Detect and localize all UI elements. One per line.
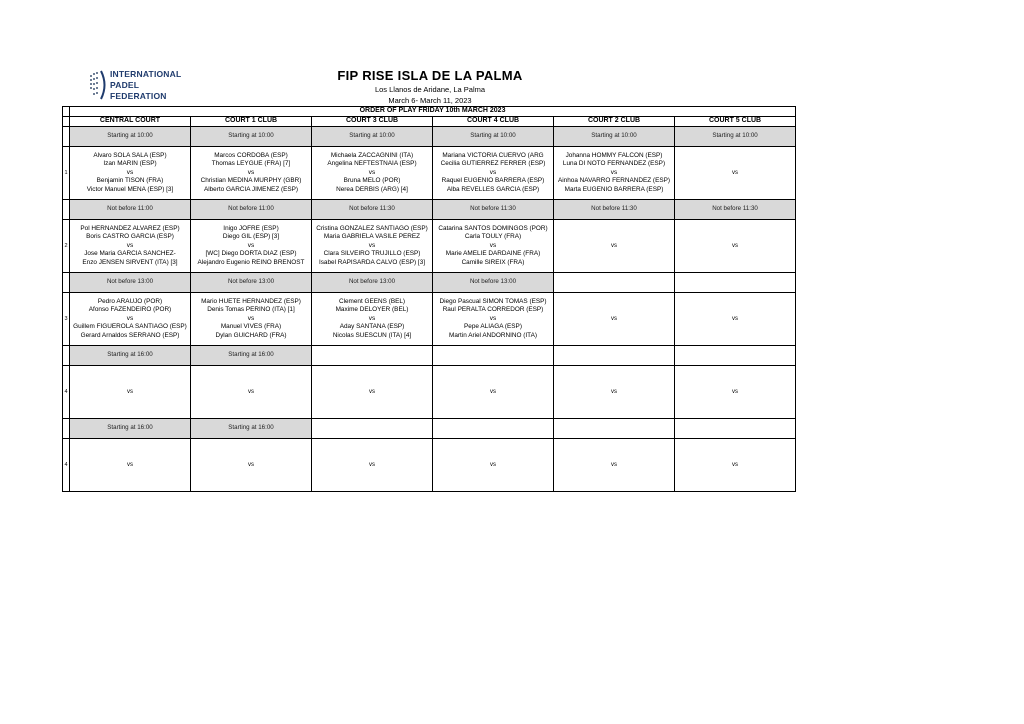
order-of-play-table [62, 106, 796, 492]
match-cell [191, 293, 312, 346]
team-b-player-2: Nerea DERBIS (ARG) [4] [336, 185, 408, 193]
order-of-play-banner: ORDER OF PLAY FRIDAY 10th MARCH 2023 [70, 107, 796, 117]
round-index: 2 [63, 220, 70, 273]
team-b-player-2: Isabel RAPISARDA CALVO (ESP) [3] [318, 258, 426, 266]
match-cell [433, 293, 554, 346]
start-time: Not before 11:30 [675, 200, 796, 220]
start-time [433, 346, 554, 366]
team-a-player-1: Pol HERNANDEZ ALVAREZ (ESP) [80, 224, 180, 232]
team-b-player-2: Enzo JENSEN SIRVENT (ITA) [3] [82, 258, 178, 266]
versus-label: vs [127, 388, 133, 395]
start-time-row [63, 127, 796, 147]
start-time: Starting at 10:00 [312, 127, 433, 147]
versus-label: vs [489, 241, 497, 249]
start-time: Not before 11:00 [191, 200, 312, 220]
round-index: 4 [63, 439, 70, 492]
court-header: COURT 5 CLUB [675, 117, 796, 127]
match-cell [554, 220, 675, 273]
team-b-player-1: Ainhoa NAVARRO FERNANDEZ (ESP) [558, 177, 670, 185]
team-a-player-1: Pedro ARAUJO (POR) [97, 297, 163, 305]
round-index-spacer [63, 273, 70, 293]
versus-label: vs [248, 388, 254, 395]
match-cell [554, 147, 675, 200]
start-time: Not before 13:00 [433, 273, 554, 293]
start-time [675, 346, 796, 366]
court-header: COURT 2 CLUB [554, 117, 675, 127]
tournament-dates: March 6- March 11, 2023 [388, 96, 472, 105]
start-time [312, 419, 433, 439]
team-b-player-2: Victor Manuel MENA (ESP) [3] [86, 185, 174, 193]
court-header: COURT 4 CLUB [433, 117, 554, 127]
start-time [554, 419, 675, 439]
start-time-row [63, 200, 796, 220]
versus-label: vs [611, 242, 617, 249]
team-a-player-1: Diego Pascual SIMON TOMAS (ESP) [439, 297, 547, 305]
start-time [554, 346, 675, 366]
team-a-player-1: Michaela ZACCAGNINI (ITA) [330, 151, 414, 159]
versus-label: vs [732, 169, 739, 176]
versus-label: vs [611, 388, 617, 395]
team-a-player-1: Inigo JOFRE (ESP) [223, 224, 279, 232]
versus-label: vs [368, 314, 376, 322]
match-cell [433, 439, 554, 492]
match-cell [191, 147, 312, 200]
team-b-player-2: Alberto GARCIA JIMENEZ (ESP) [203, 185, 299, 193]
corner-cell [63, 117, 70, 127]
round-index: 1 [63, 147, 70, 200]
team-b-player-1: Benjamin TISON (FRA) [96, 177, 164, 185]
match-cell [312, 293, 433, 346]
match-cell [312, 147, 433, 200]
team-a-player-2: Raul PERALTA CORREDOR (ESP) [442, 306, 544, 314]
match-row [63, 220, 796, 273]
team-a-player-1: Cristina GONZALEZ SANTIAGO (ESP) [316, 224, 428, 232]
match-cell [312, 220, 433, 273]
versus-label: vs [248, 461, 254, 468]
team-a-player-1: Marcos CORDOBA (ESP) [214, 151, 288, 159]
team-b-player-1: Bruna MELO (POR) [343, 177, 401, 185]
versus-label: vs [127, 461, 133, 468]
versus-label: vs [369, 388, 375, 395]
round-index-spacer [63, 419, 70, 439]
team-a-player-2: Carla TOULY (FRA) [464, 233, 522, 241]
match-row [63, 366, 796, 419]
team-a-player-2: Diego GIL (ESP) [3] [222, 233, 280, 241]
team-b-player-1: Manuel VIVES (FRA) [220, 323, 282, 331]
versus-label: vs [247, 168, 255, 176]
start-time [675, 419, 796, 439]
team-b-player-1: [WC] Diego DORTA DIAZ (ESP) [205, 250, 297, 258]
versus-label: vs [732, 242, 739, 249]
team-b-player-1: Raquel EUGENIO BARRERA (ESP) [441, 177, 545, 185]
round-index: 3 [63, 293, 70, 346]
match-cell [433, 147, 554, 200]
match-row [63, 439, 796, 492]
start-time: Not before 11:30 [554, 200, 675, 220]
start-time: Starting at 16:00 [191, 419, 312, 439]
team-b-player-2: Alba REVELLES GARCIA (ESP) [446, 185, 540, 193]
match-cell [191, 220, 312, 273]
team-a-player-2: Denis Tomas PERINO (ITA) [1] [207, 306, 295, 314]
start-time: Starting at 16:00 [191, 346, 312, 366]
match-row [63, 147, 796, 200]
match-cell [433, 366, 554, 419]
start-time [312, 346, 433, 366]
team-a-player-1: Catarina SANTOS DOMINGOS (POR) [438, 224, 548, 232]
court-header: CENTRAL COURT [70, 117, 191, 127]
team-a-player-2: Afonso FAZENDEIRO (POR) [88, 306, 172, 314]
start-time: Starting at 16:00 [70, 419, 191, 439]
versus-label: vs [126, 314, 134, 322]
round-index-spacer [63, 127, 70, 147]
match-cell [191, 366, 312, 419]
start-time: Not before 11:00 [70, 200, 191, 220]
corner-cell [63, 107, 70, 117]
court-header: COURT 3 CLUB [312, 117, 433, 127]
start-time: Starting at 10:00 [70, 127, 191, 147]
start-time-row [63, 346, 796, 366]
team-a-player-1: Mariana VICTORIA CUERVO (ARG [442, 151, 544, 159]
match-cell [70, 439, 191, 492]
start-time-row [63, 419, 796, 439]
team-b-player-2: Nicolas SUESCUN (ITA) [4] [332, 331, 412, 339]
match-row [63, 293, 796, 346]
team-a-player-1: Johanna HOMMY FALCON (ESP) [565, 151, 663, 159]
team-b-player-1: Guillem FIGUEROLA SANTIAGO (ESP) [73, 323, 187, 331]
team-a-player-1: Mario HUETE HERNANDEZ (ESP) [201, 297, 301, 305]
padel-ball-icon [88, 69, 108, 101]
team-b-player-2: Gerard Arnaldos SERRANO (ESP) [80, 331, 180, 339]
start-time: Not before 11:30 [433, 200, 554, 220]
versus-label: vs [369, 461, 375, 468]
start-time-row [63, 273, 796, 293]
match-cell [554, 366, 675, 419]
versus-label: vs [732, 315, 739, 322]
versus-label: vs [368, 241, 376, 249]
start-time: Not before 13:00 [70, 273, 191, 293]
match-cell [70, 366, 191, 419]
match-cell [554, 293, 675, 346]
match-cell [433, 220, 554, 273]
start-time: Starting at 10:00 [554, 127, 675, 147]
start-time [554, 273, 675, 293]
team-a-player-2: Boris CASTRO GARCIA (ESP) [86, 233, 174, 241]
start-time: Not before 13:00 [312, 273, 433, 293]
versus-label: vs [610, 168, 618, 176]
team-b-player-1: Christian MEDINA MURPHY (GBR) [200, 177, 302, 185]
match-cell [312, 366, 433, 419]
match-cell [675, 366, 796, 419]
fip-logo [88, 67, 182, 107]
start-time: Starting at 10:00 [433, 127, 554, 147]
start-time: Starting at 10:00 [675, 127, 796, 147]
versus-label: vs [247, 241, 255, 249]
versus-label: vs [732, 461, 739, 468]
versus-label: vs [490, 388, 496, 395]
start-time: Not before 11:30 [312, 200, 433, 220]
versus-label: vs [611, 461, 617, 468]
team-a-player-1: Clement GEENS (BEL) [338, 297, 406, 305]
start-time: Not before 13:00 [191, 273, 312, 293]
team-b-player-2: Alejandro Eugenio REINO BRENOST [197, 258, 305, 266]
versus-label: vs [489, 168, 497, 176]
team-a-player-2: Izan MARIN (ESP) [103, 160, 157, 168]
versus-label: vs [368, 168, 376, 176]
team-a-player-2: Cecilia GUTIERREZ FERRER (ESP) [440, 160, 546, 168]
match-cell [191, 439, 312, 492]
match-cell [70, 147, 191, 200]
versus-label: vs [126, 241, 134, 249]
team-b-player-1: Jose Maria GARCIA SANCHEZ- [84, 250, 176, 258]
match-cell [675, 439, 796, 492]
versus-label: vs [247, 314, 255, 322]
versus-label: vs [490, 461, 496, 468]
versus-label: vs [611, 315, 617, 322]
team-a-player-1: Alvaro SOLA SALA (ESP) [93, 151, 167, 159]
team-b-player-2: Camille SIREIX (FRA) [461, 258, 525, 266]
match-cell [70, 293, 191, 346]
team-b-player-1: Aday SANTANA (ESP) [339, 323, 405, 331]
round-index: 4 [63, 366, 70, 419]
versus-label: vs [732, 388, 739, 395]
team-b-player-1: Marie AMELIE DARDAINE (FRA) [445, 250, 541, 258]
start-time: Starting at 10:00 [191, 127, 312, 147]
round-index-spacer [63, 200, 70, 220]
start-time [675, 273, 796, 293]
match-cell [675, 147, 796, 200]
team-a-player-2: Maxime DELOYER (BEL) [335, 306, 409, 314]
match-cell [312, 439, 433, 492]
team-a-player-2: Maria GABRIELA VASILE PEREZ [323, 233, 421, 241]
team-b-player-2: Marta EUGENIO BARRERA (ESP) [564, 185, 664, 193]
start-time [433, 419, 554, 439]
match-cell [70, 220, 191, 273]
match-cell [554, 439, 675, 492]
logo-text: INTERNATIONAL PADEL FEDERATION [110, 69, 182, 101]
versus-label: vs [126, 168, 134, 176]
team-a-player-2: Thomas LEYGUE (FRA) [7] [211, 160, 291, 168]
round-index-spacer [63, 346, 70, 366]
match-cell [675, 220, 796, 273]
match-cell [675, 293, 796, 346]
team-b-player-2: Dylan GUICHARD (FRA) [215, 331, 287, 339]
team-b-player-1: Pepe ALIAGA (ESP) [464, 323, 522, 331]
tournament-title: FIP RISE ISLA DE LA PALMA [337, 68, 523, 83]
team-b-player-2: Martin Ariel ANDORNINO (ITA) [449, 331, 537, 339]
court-header: COURT 1 CLUB [191, 117, 312, 127]
team-b-player-1: Clara SILVEIRO TRUJILLO (ESP) [323, 250, 421, 258]
tournament-location: Los Llanos de Aridane, La Palma [374, 85, 486, 94]
start-time: Starting at 16:00 [70, 346, 191, 366]
team-a-player-2: Luna DI NOTO FERNANDEZ (ESP) [562, 160, 666, 168]
versus-label: vs [489, 314, 497, 322]
team-a-player-2: Angelina NEFTESTNAIA (ESP) [327, 160, 417, 168]
